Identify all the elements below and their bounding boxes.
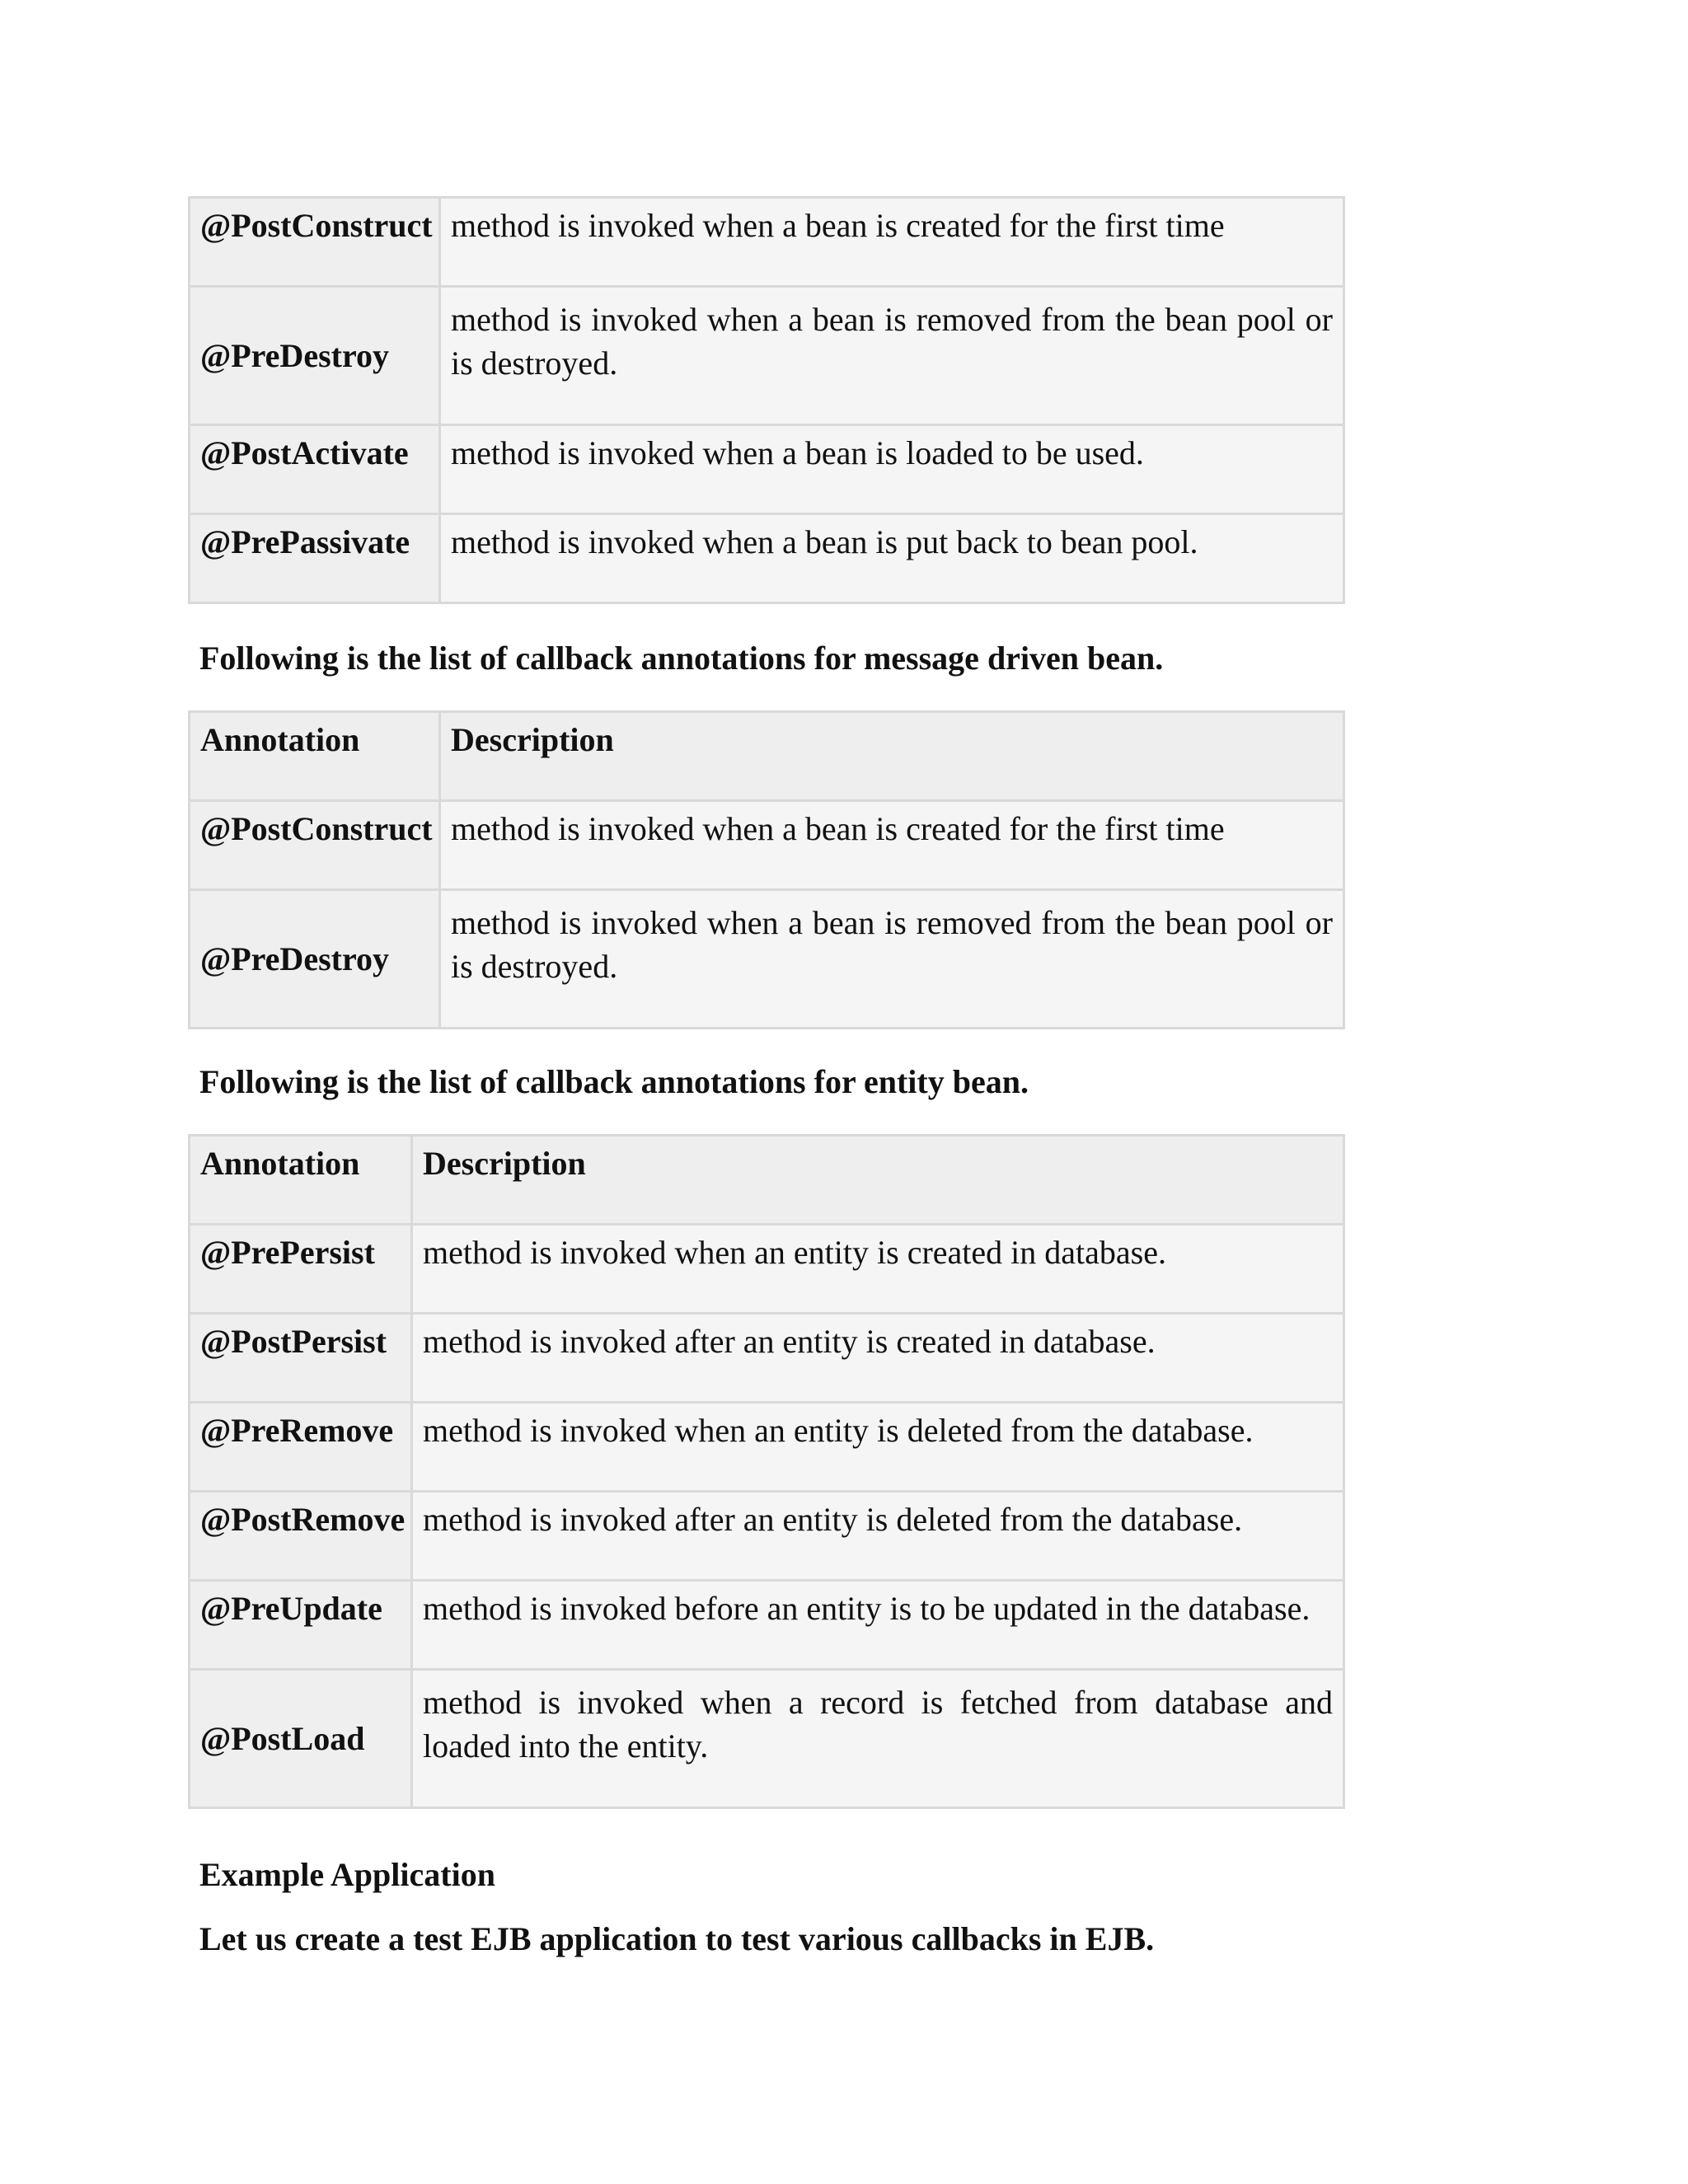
table-row bbox=[190, 890, 1344, 1029]
table-header-row bbox=[190, 1136, 1344, 1225]
table-row bbox=[190, 198, 1344, 287]
table-row bbox=[190, 1403, 1344, 1492]
entity-section-heading: Following is the list of callback annotations for entity bean. bbox=[199, 1063, 1029, 1100]
description-cell: method is invoked after an entity is deleted from the database. bbox=[412, 1492, 1344, 1581]
table-row bbox=[190, 801, 1344, 890]
column-header-description: Description bbox=[440, 712, 1344, 801]
annotation-cell: @PreUpdate bbox=[190, 1581, 412, 1670]
table-row bbox=[190, 1670, 1344, 1808]
annotation-cell: @PostActivate bbox=[190, 425, 440, 514]
description-cell: method is invoked when a bean is loaded to be used. bbox=[440, 425, 1344, 514]
annotation-cell: @PostConstruct bbox=[190, 801, 440, 890]
annotation-cell: @PreDestroy bbox=[190, 287, 440, 425]
annotation-cell: @PrePersist bbox=[190, 1225, 412, 1314]
description-cell: method is invoked when a bean is removed from the bean pool or is destroyed. bbox=[440, 890, 1344, 1029]
annotation-cell: @PostConstruct bbox=[190, 198, 440, 287]
table-row bbox=[190, 1581, 1344, 1670]
example-section-title: Example Application bbox=[199, 1856, 495, 1893]
entity-callbacks-table bbox=[188, 1134, 1345, 1809]
mdb-callbacks-table bbox=[188, 710, 1345, 1029]
table-row bbox=[190, 514, 1344, 603]
annotation-cell: @PostLoad bbox=[190, 1670, 412, 1808]
description-cell: method is invoked when a bean is removed from the bean pool or is destroyed. bbox=[440, 287, 1344, 425]
column-header-annotation: Annotation bbox=[190, 712, 440, 801]
session-bean-callbacks-table bbox=[188, 196, 1345, 604]
description-cell: method is invoked when a bean is created for the first time bbox=[440, 198, 1344, 287]
annotation-cell: @PreDestroy bbox=[190, 890, 440, 1029]
table-row bbox=[190, 287, 1344, 425]
example-intro-text: Let us create a test EJB application to test various callbacks in EJB. bbox=[199, 1920, 1155, 1957]
annotation-cell: @PrePassivate bbox=[190, 514, 440, 603]
annotation-cell: @PreRemove bbox=[190, 1403, 412, 1492]
table-row bbox=[190, 1225, 1344, 1314]
table-row bbox=[190, 1314, 1344, 1403]
column-header-description: Description bbox=[412, 1136, 1344, 1225]
description-cell: method is invoked when an entity is created in database. bbox=[412, 1225, 1344, 1314]
description-cell: method is invoked when a bean is created for the first time bbox=[440, 801, 1344, 890]
description-cell: method is invoked when a bean is put back to bean pool. bbox=[440, 514, 1344, 603]
description-cell: method is invoked after an entity is created in database. bbox=[412, 1314, 1344, 1403]
column-header-annotation: Annotation bbox=[190, 1136, 412, 1225]
annotation-cell: @PostRemove bbox=[190, 1492, 412, 1581]
description-cell: method is invoked when a record is fetched from database and loaded into the entity. bbox=[412, 1670, 1344, 1808]
table-row bbox=[190, 1492, 1344, 1581]
table-row bbox=[190, 425, 1344, 514]
description-cell: method is invoked before an entity is to be updated in the database. bbox=[412, 1581, 1344, 1670]
mdb-section-heading: Following is the list of callback annotations for message driven bean. bbox=[199, 640, 1164, 677]
description-cell: method is invoked when an entity is deleted from the database. bbox=[412, 1403, 1344, 1492]
table-header-row bbox=[190, 712, 1344, 801]
annotation-cell: @PostPersist bbox=[190, 1314, 412, 1403]
